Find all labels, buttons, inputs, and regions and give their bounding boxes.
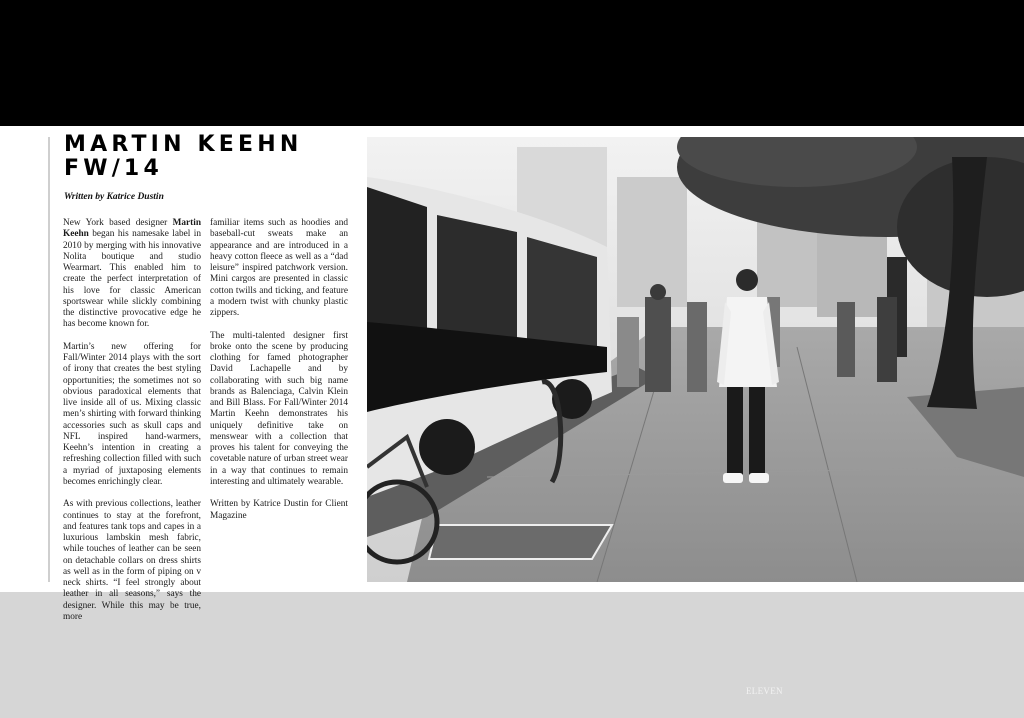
photo-illustration (367, 137, 1024, 582)
article-title (64, 133, 364, 181)
street-photo (367, 137, 1024, 582)
text-column-1 (63, 218, 201, 634)
byline: Written by Katrice Dustin (64, 192, 164, 202)
paragraph: familiar items such as hoodies and baseball-cut sweats make an appearance and are introduced in a heavy cotton fleece as well as a “dad leisure” inspired patchwork version. Mini cargos are presented in classic cotton twills and ticking, and feature a modern twist with chunky plastic zippers. (210, 218, 348, 318)
page-number: ELEVEN (746, 686, 783, 696)
vertical-rule (48, 137, 50, 582)
title-line-2: FW/14 (64, 156, 163, 181)
paragraph: The multi-talented designer first broke onto the scene by producing clothing for famed photographer David Lachapelle and by collaborating with such big name brands as Balenciaga, Calvin Klein and Bill Blass. For Fall/Winter 2014 Martin Keehn demonstrates his uniquely definitive take on menswear with a collection that proves his talent for conveying the covetable nature of urban street wear in a way that continues to remain interesting and ultimately wearable. (210, 330, 348, 487)
paragraph: Written by Katrice Dustin for Client Magazine (210, 499, 348, 521)
paragraph-text: New York based designer (63, 218, 173, 228)
paragraph (63, 218, 201, 331)
paragraph: As with previous collections, leather continues to stay at the forefront, and features tank tops and capes in a luxurious lambskin mesh fabric, while touches of leather can be seen on detachable collars on dress shirts as well as in the form of piping on v neck shirts. “I feel strongly about leather in all seasons,” says the designer. While this may be true, more (63, 499, 201, 622)
title-line-1: MARTIN KEEHN (64, 132, 303, 157)
paragraph: Martin’s new offering for Fall/Winter 2014 plays with the sort of irony that creates the best styling opportunities; the sometimes not so obvious paradoxical elements that live inside all of us. Mixing classic men’s shirting with forward thinking accessories such as skull caps and NFL inspired hand-warmers, Keehn’s intention in creating a refreshing collection filled with such a myriad of juxtaposing elements becomes enrichingly clear. (63, 341, 201, 487)
paragraph-text: began his namesake label in 2010 by merging with his innovative Nolita boutique and studio Wearmart. This enabled him to create the perfect interpretation of his love for classic American sportswear while slickly combining the distinctive provocative edge he has become known for. (63, 229, 201, 330)
text-column-2 (210, 218, 348, 533)
top-black-band (0, 0, 1024, 126)
designer-name: Martin Keehn (63, 218, 201, 240)
